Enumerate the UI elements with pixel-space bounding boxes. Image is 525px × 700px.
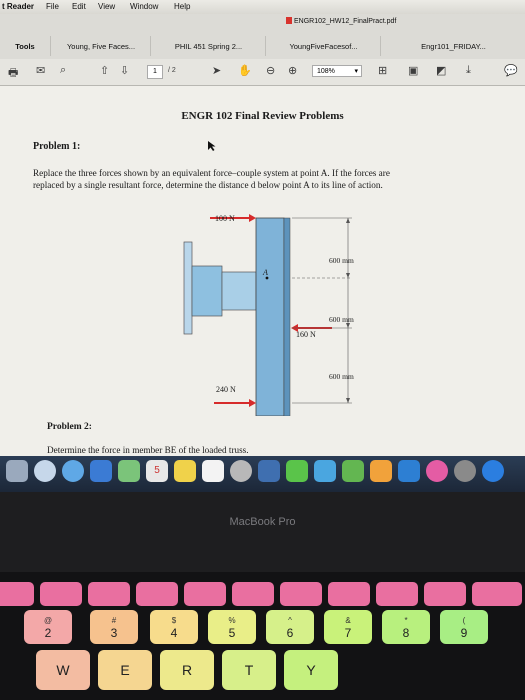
comment-icon[interactable]: 💬 <box>504 65 518 77</box>
key-number: 7 <box>344 626 352 640</box>
function-key[interactable] <box>328 582 370 606</box>
function-key[interactable] <box>232 582 274 606</box>
tab-young-five-faces[interactable]: Young, Five Faces... <box>50 36 151 56</box>
force-label-240: 240 N <box>216 385 236 394</box>
dimension-label-2: 600 mm <box>329 315 354 324</box>
toolbar <box>0 59 525 86</box>
preview-icon[interactable] <box>230 460 252 482</box>
problem2-text: Determine the force in member BE of the loaded truss. <box>47 445 249 455</box>
function-key[interactable] <box>184 582 226 606</box>
page-up-icon[interactable]: ⇧ <box>100 65 110 77</box>
zoom-in-icon[interactable]: ⊕ <box>288 65 298 77</box>
facetime-icon[interactable] <box>314 460 336 482</box>
key-shift-symbol: # <box>111 616 117 625</box>
launchpad-icon[interactable] <box>34 460 56 482</box>
key-r[interactable]: R <box>160 650 214 690</box>
key-t[interactable]: T <box>222 650 276 690</box>
column-side <box>284 218 290 416</box>
key-5[interactable] <box>208 610 256 644</box>
key-4[interactable] <box>150 610 198 644</box>
key-e[interactable]: E <box>98 650 152 690</box>
page-number-input[interactable]: 1 <box>147 65 163 79</box>
point-a-label: A <box>263 268 268 277</box>
problem1-text-line1: Replace the three forces shown by an equivalent force–couple system at point A. If the forces are <box>33 168 390 178</box>
problem1-label: Problem 1: <box>33 141 81 152</box>
system-preferences-icon[interactable] <box>454 460 476 482</box>
mail-icon[interactable] <box>90 460 112 482</box>
zoom-value: 108% <box>317 68 335 75</box>
tab-tools[interactable]: Tools <box>15 41 35 51</box>
tab-phil-451[interactable]: PHIL 451 Spring 2... <box>150 36 266 56</box>
mouse-cursor-icon <box>207 140 217 152</box>
numbers-icon[interactable] <box>342 460 364 482</box>
function-key[interactable] <box>40 582 82 606</box>
function-key[interactable] <box>0 582 34 606</box>
key-shift-symbol: % <box>228 616 236 625</box>
dimension-tick <box>346 218 350 223</box>
bracket-plate <box>192 266 222 316</box>
function-key[interactable] <box>472 582 522 606</box>
page-total: / 2 <box>168 67 176 74</box>
keyboard <box>0 572 525 700</box>
photos-icon[interactable] <box>118 460 140 482</box>
column <box>256 218 284 416</box>
key-number: 2 <box>44 626 52 640</box>
point-a <box>266 277 269 280</box>
print-icon[interactable]: 🖶 <box>8 67 19 79</box>
function-key[interactable] <box>88 582 130 606</box>
calendar-day: 5 <box>154 465 160 476</box>
menu-window[interactable]: Window <box>130 2 159 11</box>
dimension-label-1: 600 mm <box>329 256 354 265</box>
key-9[interactable] <box>440 610 488 644</box>
key-number: 9 <box>460 626 468 640</box>
dimension-label-3: 600 mm <box>329 372 354 381</box>
tab-youngfivefacesof[interactable]: YoungFiveFacesof... <box>265 36 381 56</box>
key-shift-symbol: * <box>404 616 408 625</box>
chevron-down-icon: ▾ <box>354 68 358 75</box>
force-label-100: 100 N <box>215 214 235 223</box>
key-shift-symbol: ( <box>462 616 466 625</box>
document-title-text: ENGR102_HW12_FinalPract.pdf <box>294 18 397 25</box>
menu-view[interactable]: View <box>98 2 116 11</box>
force-arrowhead-bottom <box>249 399 256 407</box>
notes-icon[interactable] <box>174 460 196 482</box>
wall-plate <box>184 242 192 334</box>
dimension-tick <box>346 273 350 278</box>
select-tool-icon[interactable]: ➤ <box>212 65 222 77</box>
key-number: 3 <box>110 626 118 640</box>
key-6[interactable] <box>266 610 314 644</box>
app-menu[interactable]: t Reader <box>2 2 35 11</box>
key-shift-symbol: ^ <box>288 616 292 625</box>
download-icon[interactable]: ⤓ <box>466 64 471 76</box>
search-icon[interactable]: ⌕ <box>60 64 67 76</box>
function-key[interactable] <box>280 582 322 606</box>
messages-icon[interactable] <box>286 460 308 482</box>
safari-icon[interactable] <box>62 460 84 482</box>
dimension-tick <box>346 398 350 403</box>
function-key[interactable] <box>424 582 466 606</box>
zoom-out-icon[interactable]: ⊖ <box>266 65 276 77</box>
zoom-select[interactable] <box>312 65 362 77</box>
tab-bar <box>0 14 525 60</box>
menu-edit[interactable]: Edit <box>72 2 86 11</box>
problem1-text-line2: replaced by a single resultant force, determine the distance d below point A to its line of action. <box>33 180 383 190</box>
read-mode-icon[interactable]: ▣ <box>408 65 419 77</box>
hand-tool-icon[interactable]: ✋ <box>238 65 252 77</box>
brand-label: MacBook Pro <box>229 516 296 528</box>
key-number: 4 <box>170 626 178 640</box>
laptop-bezel <box>0 492 525 572</box>
page-down-icon[interactable]: ⇩ <box>120 65 130 77</box>
document-title <box>286 17 396 25</box>
menu-help[interactable]: Help <box>174 2 191 11</box>
key-shift-symbol: & <box>345 616 351 625</box>
finder-icon[interactable] <box>6 460 28 482</box>
pdf-page <box>0 86 525 458</box>
email-icon[interactable]: ✉ <box>36 65 46 77</box>
dock <box>0 456 525 492</box>
key-y[interactable]: Y <box>284 650 338 690</box>
key-w[interactable]: W <box>36 650 90 690</box>
full-screen-icon[interactable]: ◩ <box>436 65 447 77</box>
key-shift-symbol: @ <box>43 616 53 625</box>
ibooks-icon[interactable] <box>370 460 392 482</box>
force-arrowhead-top <box>249 214 256 222</box>
bracket-arm <box>222 272 256 310</box>
menu-file[interactable]: File <box>46 2 59 11</box>
problem2-label: Problem 2: <box>47 422 92 432</box>
key-number: 6 <box>286 626 294 640</box>
pdf-icon <box>286 17 292 24</box>
key-2[interactable] <box>24 610 72 644</box>
key-shift-symbol: $ <box>171 616 177 625</box>
app-store-icon[interactable] <box>398 460 420 482</box>
reminders-icon[interactable] <box>202 460 224 482</box>
menu-bar <box>0 0 525 14</box>
fit-page-icon[interactable]: ⊞ <box>378 65 388 77</box>
key-7[interactable] <box>324 610 372 644</box>
key-8[interactable] <box>382 610 430 644</box>
page-title: ENGR 102 Final Review Problems <box>181 110 344 122</box>
key-3[interactable] <box>90 610 138 644</box>
key-number: 8 <box>402 626 410 640</box>
app-store-icon[interactable] <box>482 460 504 482</box>
itunes-icon[interactable] <box>426 460 448 482</box>
function-key[interactable] <box>136 582 178 606</box>
problem1-figure <box>170 204 400 416</box>
calendar-icon[interactable] <box>146 460 168 482</box>
function-key[interactable] <box>376 582 418 606</box>
key-number: 5 <box>228 626 236 640</box>
tab-engr101-friday[interactable]: Engr101_FRIDAY... <box>380 36 525 56</box>
app-icon[interactable] <box>258 460 280 482</box>
force-label-160: 160 N <box>296 330 316 339</box>
